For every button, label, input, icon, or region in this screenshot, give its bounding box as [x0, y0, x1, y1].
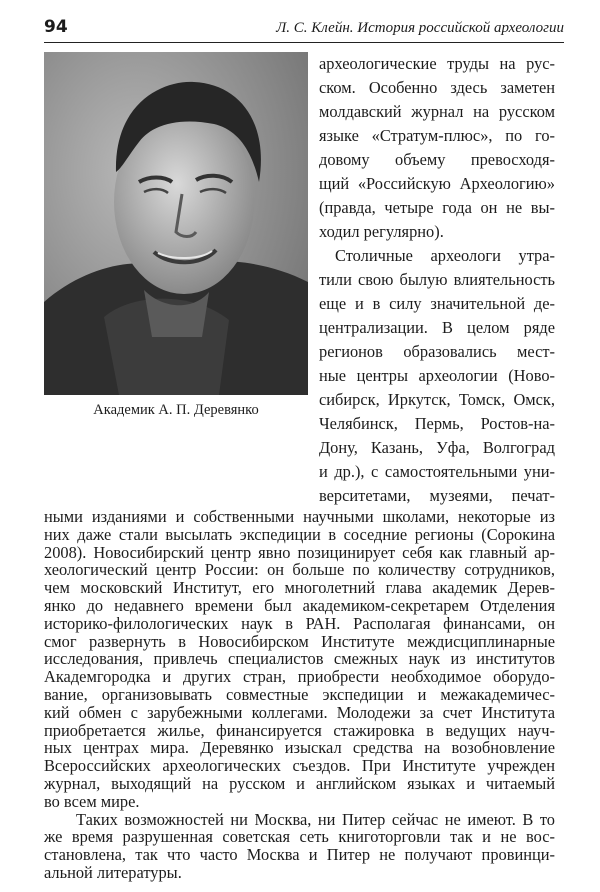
running-title: Л. С. Клейн. История российской археологии: [276, 20, 564, 36]
photo-caption: Академик А. П. Деревянко: [93, 402, 259, 418]
text-line: журнал, выходящий на русском и английском языках и читаемый: [44, 774, 555, 793]
text-line: ные центры археологии (Ново-: [319, 366, 555, 385]
text-line: Дону, Казань, Уфа, Волгоград: [319, 438, 555, 457]
text-line: сибирск, Иркутск, Томск, Омск,: [319, 390, 555, 409]
text-line: ходил регулярно).: [319, 222, 444, 241]
text-line: Челябинск, Пермь, Ростов-на-: [319, 414, 555, 433]
text-line: смог развернуть в Новосибирском Институте междисциплинарные: [44, 631, 555, 651]
text-line: чем московский Институт, его многолетний глава академик Дерев-: [44, 578, 555, 598]
text-line: во всем мире.: [44, 791, 140, 811]
text-line: янко до недавнего времени был академиком-секретарем Отделения: [44, 596, 555, 615]
text-line: хеологический центр России: он больше по количеству сотрудников,: [44, 560, 555, 580]
text-line: археологические труды на рус-: [319, 54, 555, 73]
text-line: языке «Стратум-плюс», по го-: [319, 126, 555, 145]
text-line: 2008). Новосибирский центр явно позицинирует себя как главный ар-: [44, 542, 555, 562]
text-line: довому объему превосходя-: [319, 150, 555, 169]
text-line: кий обмен с зарубежными коллегами. Молодежи за счет Института: [44, 702, 555, 722]
text-line: верситетами, музеями, печат-: [319, 486, 555, 505]
text-line: Всероссийских археологических съездов. При Институте учрежден: [44, 756, 555, 776]
text-line: ных центрах мира. Деревянко изыскал средства на возобновление: [44, 738, 555, 758]
text-line: вание, организовывать совместные экспедиции и межакадемичес-: [44, 685, 555, 704]
text-line: тили свою былую влиятельность: [319, 270, 555, 289]
text-line: становлена, так что часто Москва и Питер не получают провинци-: [44, 845, 555, 865]
text-line: историко-филологических наук в РАН. Располагая финансами, он: [44, 613, 555, 633]
text-line: ными изданиями и собственными научными школами, некоторые из: [44, 507, 555, 526]
text-line: ском. Особенно здесь заметен: [319, 78, 555, 97]
text-line: Столичные археологи утра-: [335, 246, 555, 265]
running-header: [44, 16, 564, 43]
text-line: же время разрушенная советская сеть книготорговли так и не вос-: [44, 827, 555, 847]
text-line: щий «Российскую Археологию»: [319, 174, 555, 193]
text-line: централизации. В целом ряде: [319, 318, 555, 337]
text-line: и др.), с самостоятельными уни-: [319, 462, 555, 481]
text-line: регионов образовались мест-: [319, 342, 555, 361]
page-number: 94: [44, 17, 68, 37]
text-line: молдавский журнал на русском: [319, 102, 555, 121]
text-line: (правда, четыре года он не вы-: [319, 198, 555, 217]
text-line: них даже стали высылать экспедиции в соседние регионы (Сорокина: [44, 524, 555, 544]
text-line: Академгородка и других стран, приобрести необходимое оборудо-: [44, 667, 555, 687]
text-line: Таких возможностей ни Москва, ни Питер сейчас не имеют. В то: [76, 809, 555, 829]
text-line: приобретается жилье, финансируется стажировка в ведущих науч-: [44, 720, 555, 740]
text-line: еще и в силу значительной де-: [319, 294, 555, 313]
portrait-photo: [44, 52, 308, 395]
text-line: альной литературы.: [44, 863, 182, 882]
text-line: исследования, привлечь специалистов смежных наук из институтов: [44, 649, 555, 669]
